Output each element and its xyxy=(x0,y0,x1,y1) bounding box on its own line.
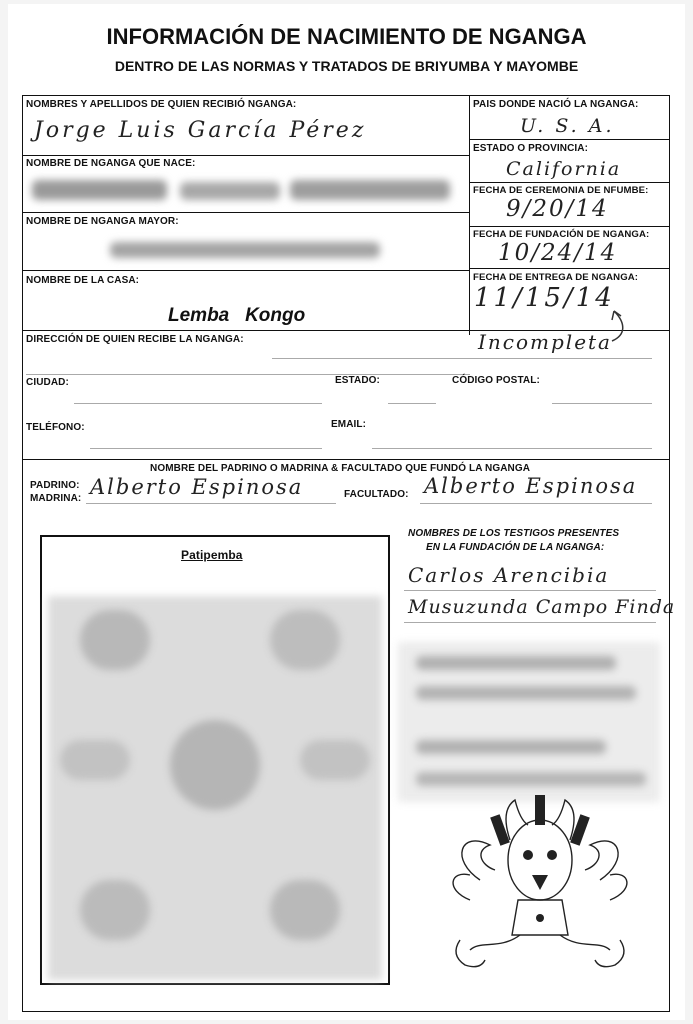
witnesses-title-line1: NOMBRES DE LOS TESTIGOS PRESENTES xyxy=(408,528,620,539)
redacted-patipemba-mark xyxy=(270,880,340,940)
padrino-label: PADRINO: xyxy=(30,480,80,491)
right-row-divider xyxy=(469,226,670,227)
left-row-divider xyxy=(22,155,469,156)
ceremony-date-label: FECHA DE CEREMONIA DE NFUMBE: xyxy=(473,185,649,196)
redacted-nganga-name xyxy=(32,180,167,200)
redacted-patipemba-mark xyxy=(300,740,370,780)
state-value: California xyxy=(506,158,622,180)
padrino-value: Alberto Espinosa xyxy=(90,475,304,499)
witness-name: Carlos Arencibia xyxy=(408,563,610,587)
right-row-divider xyxy=(469,268,670,269)
country-value: U. S. A. xyxy=(520,115,615,137)
left-row-divider xyxy=(22,212,469,213)
address-line xyxy=(272,358,652,359)
left-row-divider xyxy=(22,270,469,271)
section-divider xyxy=(22,459,670,460)
foundation-date-value: 10/24/14 xyxy=(498,240,618,266)
address-label: DIRECCIÓN DE QUIEN RECIBE LA NGANGA: xyxy=(26,334,244,345)
address-line xyxy=(26,374,470,375)
redacted-witness-name xyxy=(416,656,616,670)
right-row-divider xyxy=(469,182,670,183)
email-label: EMAIL: xyxy=(331,419,367,430)
padrino-line xyxy=(86,503,336,504)
form-subtitle: DENTRO DE LAS NORMAS Y TRATADOS DE BRIYUMBA Y MAYOMBE xyxy=(114,58,579,74)
witness-line xyxy=(404,590,656,591)
house-name-value: Lemba Kongo xyxy=(168,305,306,326)
witness-name: Musuzunda Campo Finda xyxy=(408,596,676,618)
redacted-witness-name xyxy=(416,686,636,700)
state-label: ESTADO O PROVINCIA: xyxy=(473,143,589,154)
redacted-patipemba-mark xyxy=(270,610,340,670)
column-divider xyxy=(469,95,470,335)
zip-line xyxy=(552,403,652,404)
redacted-patipemba-mark xyxy=(60,740,130,780)
witnesses-title-line2: EN LA FUNDACIÓN DE LA NGANGA: xyxy=(426,542,605,553)
nganga-emblem-icon xyxy=(440,790,640,980)
receiver-name-label: NOMBRES Y APELLIDOS DE QUIEN RECIBIÓ NGANGA: xyxy=(26,99,297,110)
redacted-nganga-name xyxy=(290,180,450,200)
country-label: PAIS DONDE NACIÓ LA NGANGA: xyxy=(473,99,639,110)
foundation-date-label: FECHA DE FUNDACIÓN DE NGANGA: xyxy=(473,229,650,240)
redacted-patipemba-mark xyxy=(80,610,150,670)
state2-line xyxy=(388,403,436,404)
delivery-note: Incompleta xyxy=(478,330,612,354)
phone-label: TELÉFONO: xyxy=(26,422,85,433)
phone-line xyxy=(90,448,322,449)
facultado-value: Alberto Espinosa xyxy=(424,474,638,498)
city-line xyxy=(74,403,322,404)
right-row-divider xyxy=(469,139,670,140)
redacted-witness-name xyxy=(416,740,606,754)
zip-label: CÓDIGO POSTAL: xyxy=(452,375,540,386)
patipemba-title: Patipemba xyxy=(181,548,243,562)
redacted-witness-name xyxy=(416,772,646,786)
state2-label: ESTADO: xyxy=(335,375,380,386)
facultado-label: FACULTADO: xyxy=(344,489,409,500)
facultado-line xyxy=(420,503,652,504)
city-label: CIUDAD: xyxy=(26,377,69,388)
redacted-patipemba-mark xyxy=(80,880,150,940)
mayor-name-label: NOMBRE DE NGANGA MAYOR: xyxy=(26,216,179,227)
email-line xyxy=(372,448,652,449)
redacted-nganga-name xyxy=(180,182,280,200)
receiver-name-value: Jorge Luis García Pérez xyxy=(34,118,367,143)
delivery-date-label: FECHA DE ENTREGA DE NGANGA: xyxy=(473,272,639,283)
witness-line xyxy=(404,622,656,623)
nganga-name-label: NOMBRE DE NGANGA QUE NACE: xyxy=(26,158,196,169)
delivery-date-value: 11/15/14 xyxy=(474,283,615,313)
godparent-section-title: NOMBRE DEL PADRINO O MADRINA & FACULTADO QUE FUNDÓ LA NGANGA xyxy=(150,463,531,474)
house-name-label: NOMBRE DE LA CASA: xyxy=(26,275,140,286)
redacted-patipemba-mark xyxy=(170,720,260,810)
form-title: INFORMACIÓN DE NACIMIENTO DE NGANGA xyxy=(106,24,587,49)
madrina-label: MADRINA: xyxy=(30,493,82,504)
ceremony-date-value: 9/20/14 xyxy=(506,196,609,222)
redacted-mayor-name xyxy=(110,242,380,258)
